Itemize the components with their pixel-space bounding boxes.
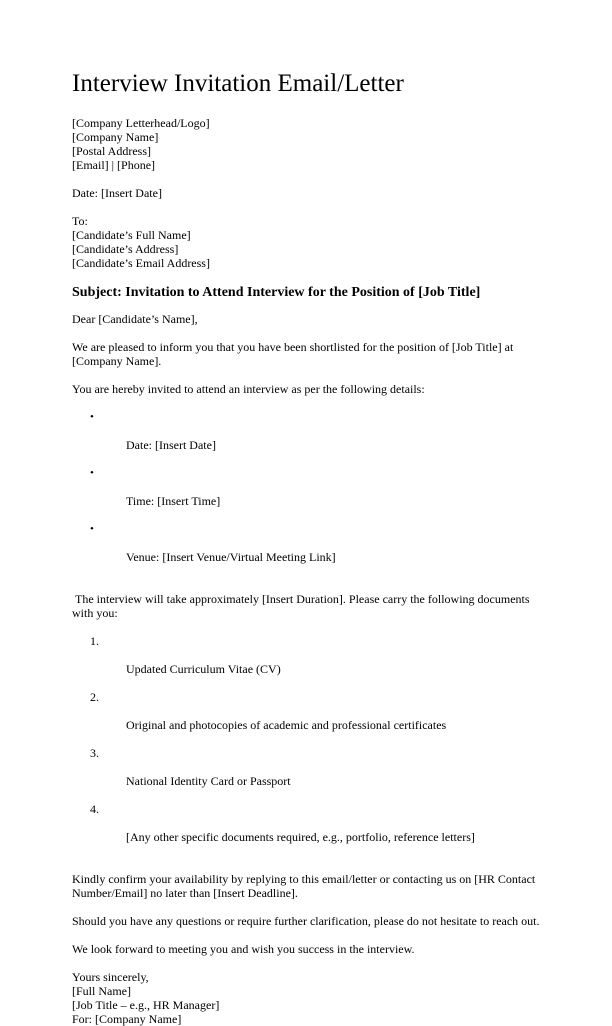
- detail-item-venue-text: Venue: [Insert Venue/Virtual Meeting Link]: [126, 550, 336, 564]
- list-number: 3.: [90, 746, 99, 760]
- signature-closing: Yours sincerely,: [72, 970, 149, 984]
- recipient-block: [72, 214, 544, 270]
- required-documents-list: [72, 634, 544, 858]
- detail-item-date: [90, 410, 544, 466]
- list-number: 2.: [90, 690, 99, 704]
- para-duration: The interview will take approximately [Insert Duration]. Please carry the following documents with you:: [72, 592, 533, 620]
- salutation: Dear [Candidate’s Name],: [72, 312, 198, 326]
- company-header-block: [72, 116, 544, 172]
- document-item-certificates: [90, 690, 544, 746]
- document-item-certificates-text: Original and photocopies of academic and professional certificates: [126, 718, 447, 732]
- company-name-line: [Company Name]: [72, 130, 159, 144]
- para-confirm-availability: Kindly confirm your availability by replying to this email/letter or contacting us on [HR Contact Number/Email] no later than [Insert Deadline].: [72, 872, 539, 900]
- para-shortlisted: We are pleased to inform you that you have been shortlisted for the position of [Job Title] at [Company Name].: [72, 340, 517, 368]
- signature-for-company: For: [Company Name]: [72, 1012, 182, 1026]
- recipient-address: [Candidate’s Address]: [72, 242, 179, 256]
- date-line: Date: [Insert Date]: [72, 186, 162, 200]
- interview-details-list: [72, 410, 544, 578]
- company-letterhead-line: [Company Letterhead/Logo]: [72, 116, 210, 130]
- document-item-other: [90, 802, 544, 858]
- signature-full-name: [Full Name]: [72, 984, 131, 998]
- bullet-icon: •: [90, 523, 94, 535]
- company-postal-line: [Postal Address]: [72, 144, 151, 158]
- detail-item-time-text: Time: [Insert Time]: [126, 494, 221, 508]
- document-item-cv: [90, 634, 544, 690]
- signature-job-title: [Job Title – e.g., HR Manager]: [72, 998, 220, 1012]
- document-item-id-text: National Identity Card or Passport: [126, 774, 291, 788]
- para-look-forward: We look forward to meeting you and wish you success in the interview.: [72, 942, 415, 956]
- document-item-id: [90, 746, 544, 802]
- recipient-email: [Candidate’s Email Address]: [72, 256, 210, 270]
- recipient-full-name: [Candidate’s Full Name]: [72, 228, 191, 242]
- signature-block: [72, 970, 544, 1026]
- subject-line: Subject: Invitation to Attend Interview for the Position of [Job Title]: [72, 285, 481, 300]
- list-number: 1.: [90, 634, 99, 648]
- company-contact-line: [Email] | [Phone]: [72, 158, 156, 172]
- bullet-icon: •: [90, 411, 94, 423]
- para-questions: Should you have any questions or require further clarification, please do not hesitate to reach out.: [72, 914, 540, 928]
- recipient-label: To:: [72, 214, 88, 228]
- detail-item-venue: [90, 522, 544, 578]
- list-number: 4.: [90, 802, 99, 816]
- document-item-cv-text: Updated Curriculum Vitae (CV): [126, 662, 281, 676]
- detail-item-time: [90, 466, 544, 522]
- para-invitation: You are hereby invited to attend an interview as per the following details:: [72, 382, 425, 396]
- bullet-icon: •: [90, 467, 94, 479]
- document-item-other-text: [Any other specific documents required, e.g., portfolio, reference letters]: [126, 830, 475, 844]
- document-title: Interview Invitation Email/Letter: [72, 70, 404, 97]
- detail-item-date-text: Date: [Insert Date]: [126, 438, 216, 452]
